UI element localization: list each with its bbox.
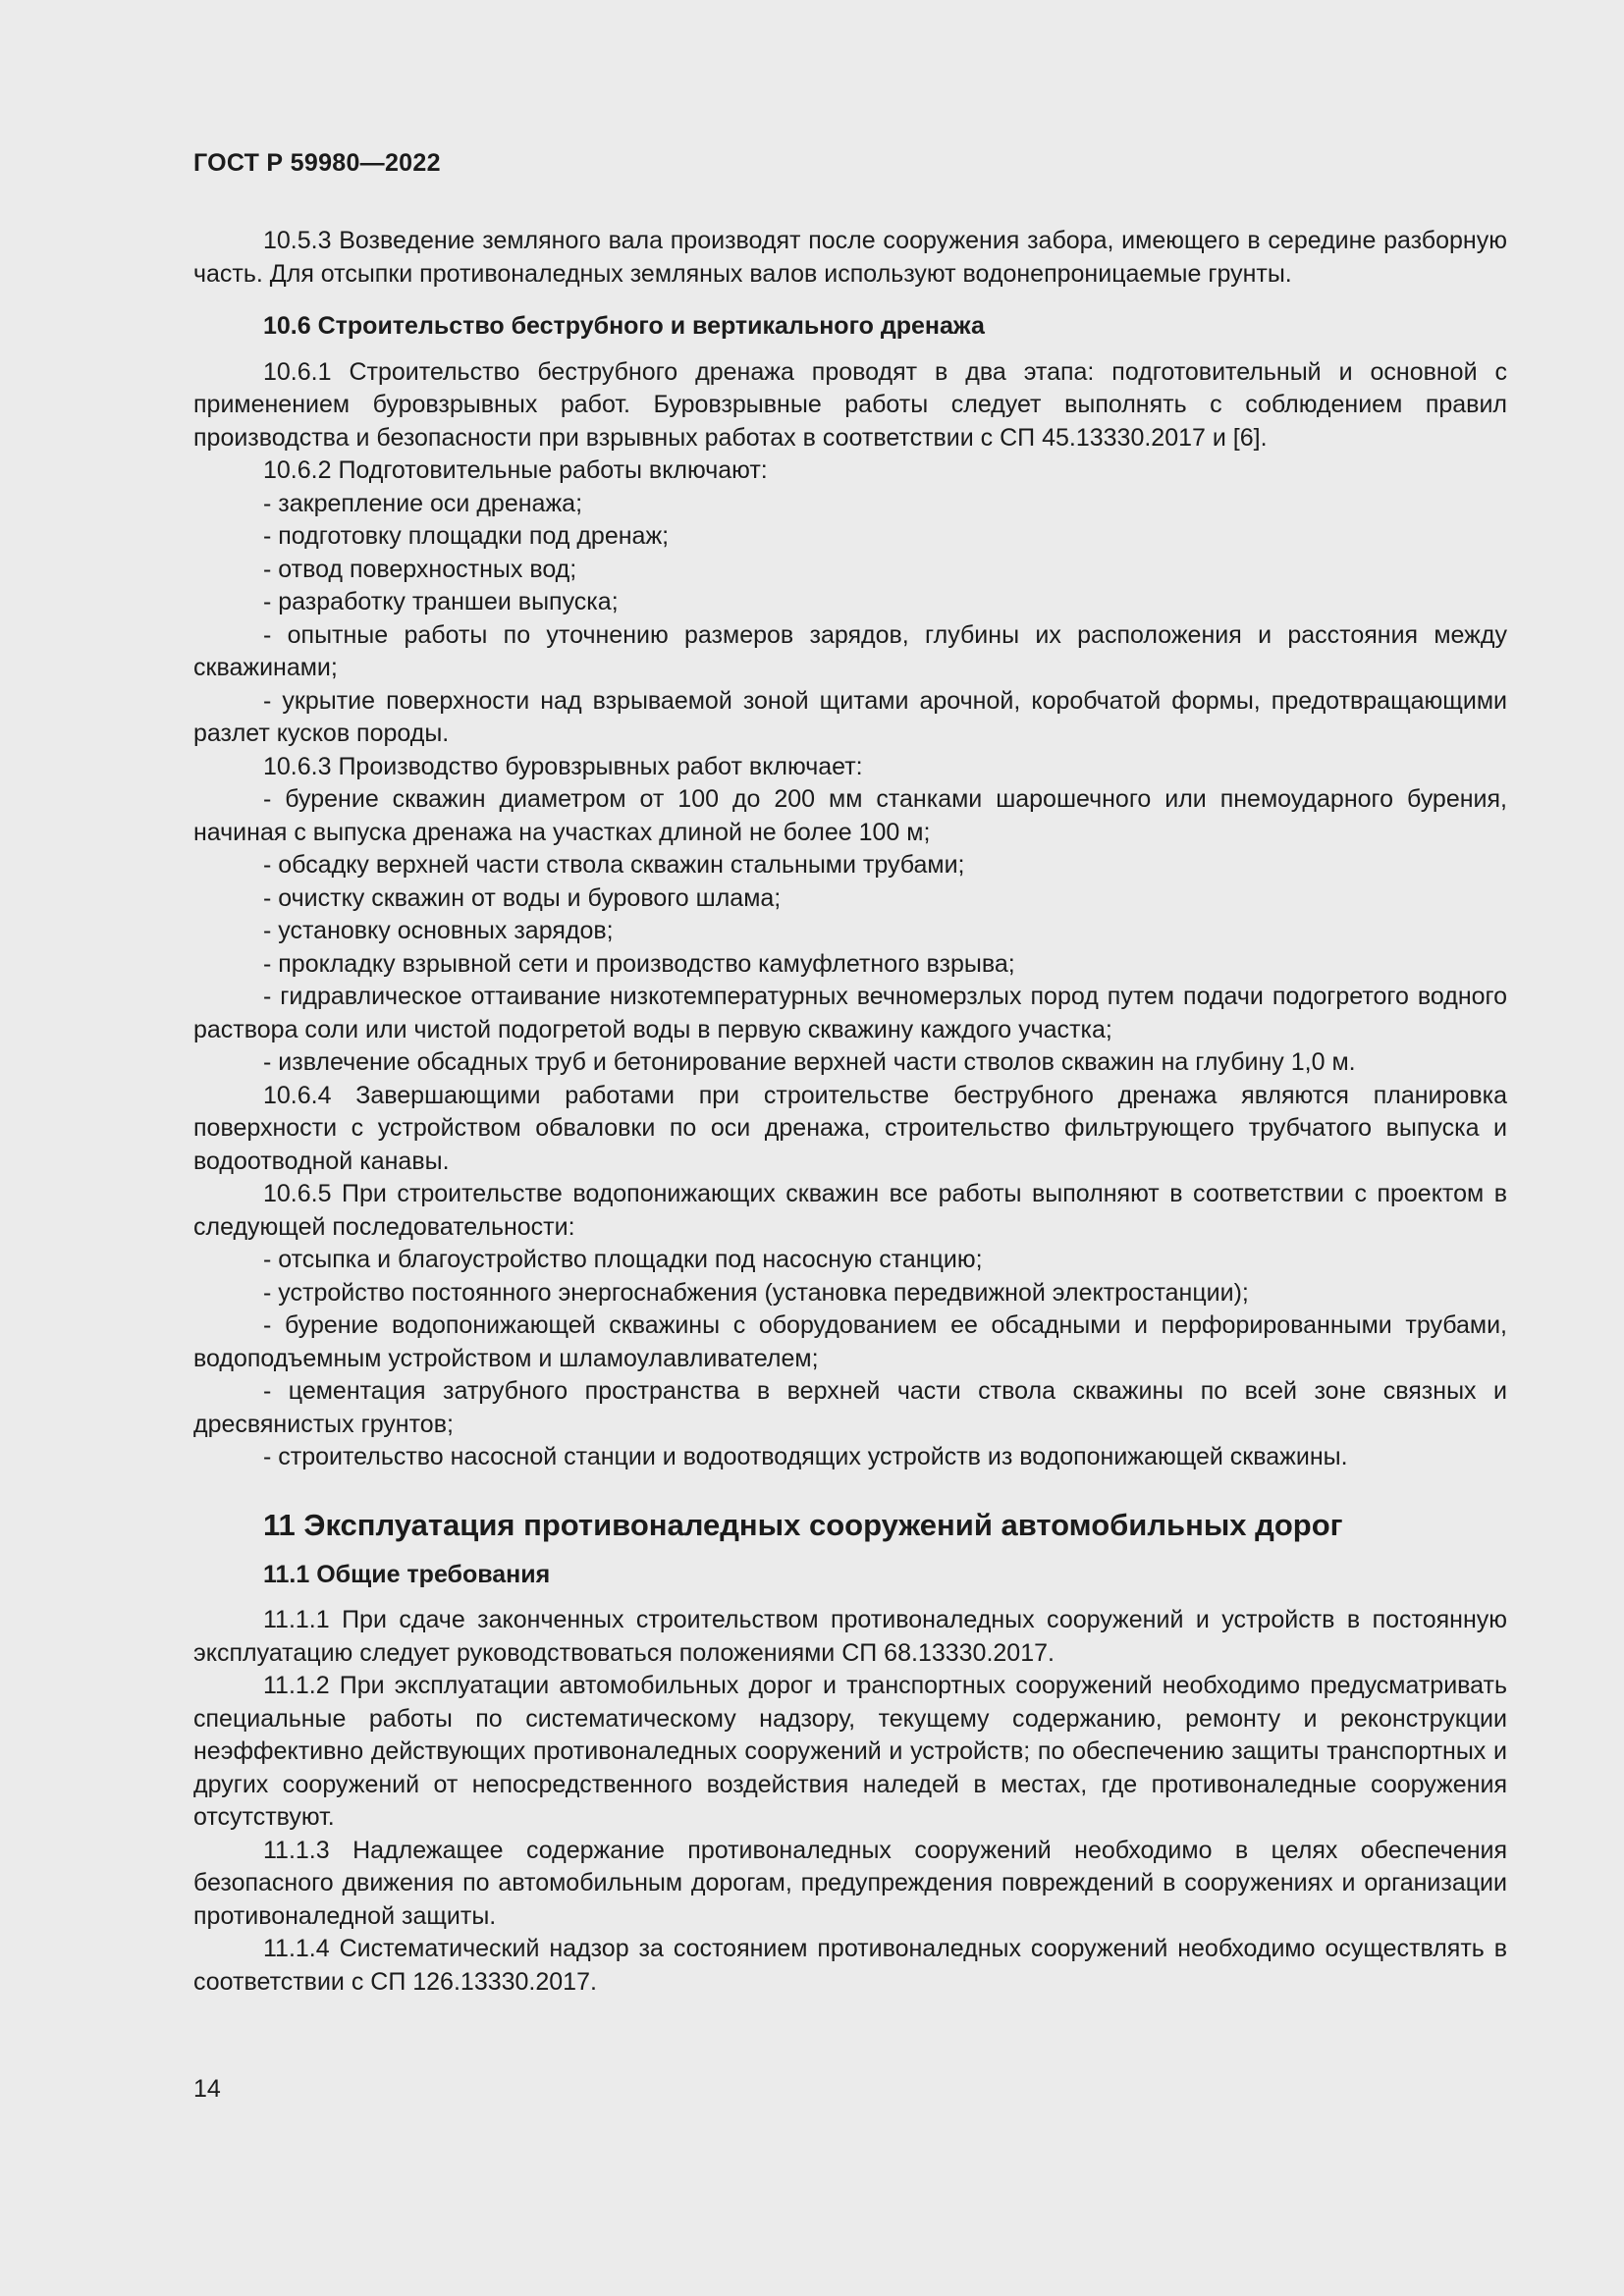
list-item: - извлечение обсадных труб и бетонирование верхней части стволов скважин на глубину 1,0 м. [263,1048,1356,1076]
list-item: - бурение скважин диаметром от 100 до 200 мм станками шарошечного или пнемоударного бурения, начиная с выпуска дренажа на участках длиной не более 100 м; [193,785,1507,846]
paragraph: 11.1.3 Надлежащее содержание противоналедных сооружений необходимо в целях обеспечения безопасного движения по автомобильным дорогам, предупреждения повреждений в сооружениях и организации противоналедной защиты. [193,1836,1507,1930]
paragraph: 10.6.3 Производство буровзрывных работ включает: [263,752,863,780]
section-heading: 10.6 Строительство беструбного и вертикального дренажа [263,312,985,340]
paragraph: 10.6.2 Подготовительные работы включают: [263,456,768,484]
paragraph: 10.6.5 При строительстве водопонижающих скважин все работы выполняют в соответствии с проектом в следующей последовательности: [193,1180,1507,1241]
page-number: 14 [193,2075,221,2103]
paragraph: 10.6.1 Строительство беструбного дренажа проводят в два этапа: подготовительный и основной с применением буровзрывных работ. Буровзрывные работы следует выполнять с соблюдением правил производства и безопасности при взрывных работах в соответствии с СП 45.13330.2017 и [6]. [193,357,1507,452]
section-heading: 11.1 Общие требования [263,1560,551,1588]
list-item: - очистку скважин от воды и бурового шлама; [263,883,782,912]
paragraph: 11.1.2 При эксплуатации автомобильных дорог и транспортных сооружений необходимо предусматривать специальные работы по систематическому надзору, текущему содержанию, ремонту и реконструкции неэффективно действующих противоналедных сооружений и устройств; по обеспечению защиты транспортных и других сооружений от непосредственного воздействия наледей в местах, где противоналедные сооружения отсутствуют. [193,1672,1507,1831]
chapter-heading: 11 Эксплуатация противоналедных сооружений автомобильных дорог [263,1507,1343,1542]
document-body [193,225,1507,1999]
list-item: - устройство постоянного энергоснабжения (установка передвижной электростанции); [263,1278,1249,1307]
list-item: - установку основных зарядов; [263,917,614,944]
list-item: - укрытие поверхности над взрываемой зоной щитами арочной, коробчатой формы, предотвращающими разлет кусков породы. [193,686,1507,747]
list-item: - отвод поверхностных вод; [263,555,577,583]
list-item: - опытные работы по уточнению размеров зарядов, глубины их расположения и расстояния между скважинами; [193,620,1507,681]
list-item: - строительство насосной станции и водоотводящих устройств из водопонижающей скважины. [263,1443,1348,1470]
list-item: - отсыпка и благоустройство площадки под насосную станцию; [263,1246,983,1273]
list-item: - разработку траншеи выпуска; [263,588,619,615]
list-item: - бурение водопонижающей скважины с оборудованием ее обсадными и перфорированными трубами, водоподъемным устройством и шламоулавливателем; [193,1311,1507,1372]
list-item: - закрепление оси дренажа; [263,489,583,517]
list-item: - подготовку площадки под дренаж; [263,522,670,550]
paragraph: 11.1.1 При сдаче законченных строительством противоналедных сооружений и устройств в постоянную эксплуатацию следует руководствоваться положениями СП 68.13330.2017. [193,1606,1507,1667]
paragraph: 10.5.3 Возведение земляного вала производят после сооружения забора, имеющего в середине разборную часть. Для отсыпки противоналедных земляных валов используют водонепроницаемые грунты. [193,227,1507,288]
document-code: ГОСТ Р 59980—2022 [193,149,441,177]
list-item: - цементация затрубного пространства в верхней части ствола скважины по всей зоне связных и дресвянистых грунтов; [193,1377,1507,1438]
list-item: - прокладку взрывной сети и производство камуфлетного взрыва; [263,949,1015,978]
paragraph: 11.1.4 Систематический надзор за состоянием противоналедных сооружений необходимо осуществлять в соответствии с СП 126.13330.2017. [193,1935,1507,1996]
list-item: - гидравлическое оттаивание низкотемпературных вечномерзлых пород путем подачи подогретого водного раствора соли или чистой подогретой воды в первую скважину каждого участка; [193,983,1507,1043]
paragraph: 10.6.4 Завершающими работами при строительстве беструбного дренажа являются планировка поверхности с устройством обваловки по оси дренажа, строительство фильтрующего трубчатого выпуска и водоотводной канавы. [193,1081,1507,1175]
list-item: - обсадку верхней части ствола скважин стальными трубами; [263,851,965,879]
